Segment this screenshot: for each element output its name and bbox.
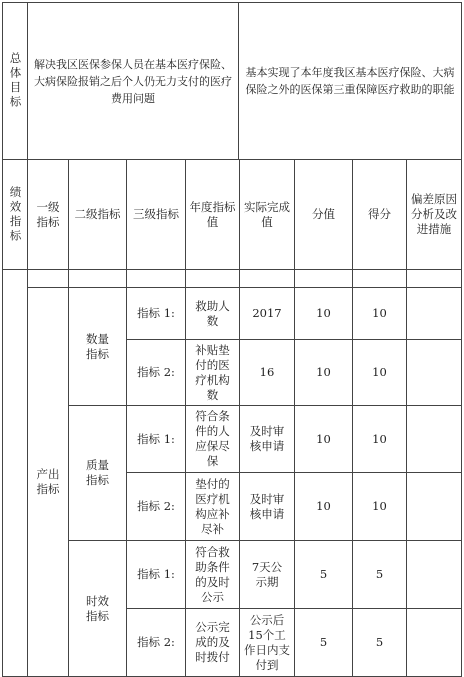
spacer-cell-actual bbox=[239, 269, 295, 288]
table-row-timeliness-1-value: 5 bbox=[294, 540, 353, 609]
table-row-timeliness-2-target: 公示完成的及时拨付 bbox=[185, 608, 240, 677]
table-row-quality-1-actual: 及时审核申请 bbox=[239, 405, 295, 473]
table-row-quantity-2-actual: 16 bbox=[239, 339, 295, 406]
spacer-cell-score bbox=[352, 269, 407, 288]
table-row-quality-2-indicator: 指标 2: bbox=[126, 472, 186, 541]
overall-goal-label: 总体目标 bbox=[2, 2, 28, 160]
table-row-quality-1-value: 10 bbox=[294, 405, 353, 473]
level2-quality: 质量指标 bbox=[68, 405, 127, 541]
perf-label-continuation bbox=[2, 269, 28, 677]
table-row-quality-1-indicator: 指标 1: bbox=[126, 405, 186, 473]
table-row-quantity-1-value: 10 bbox=[294, 287, 353, 340]
table-row-quantity-1-target: 救助人数 bbox=[185, 287, 240, 340]
table-row-quantity-2-score: 10 bbox=[352, 339, 407, 406]
level2-quantity: 数量指标 bbox=[68, 287, 127, 406]
table-row-quantity-1-score: 10 bbox=[352, 287, 407, 340]
level1-output: 产出指标 bbox=[27, 287, 69, 677]
table-row-quantity-2-target: 补贴垫付的医疗机构数 bbox=[185, 339, 240, 406]
table-row-quantity-2-deviation bbox=[406, 339, 462, 406]
table-row-quality-1-deviation bbox=[406, 405, 462, 473]
table-row-quantity-2-indicator: 指标 2: bbox=[126, 339, 186, 406]
table-row-quality-2-actual: 及时审核申请 bbox=[239, 472, 295, 541]
header-actual: 实际完成值 bbox=[239, 159, 295, 270]
header-score: 得分 bbox=[352, 159, 407, 270]
table-row-timeliness-1-actual: 7天公示期 bbox=[239, 540, 295, 609]
header-score-value: 分值 bbox=[294, 159, 353, 270]
perf-indicator-label: 绩效指标 bbox=[2, 159, 28, 270]
spacer-cell-value bbox=[294, 269, 353, 288]
level2-timeliness: 时效指标 bbox=[68, 540, 127, 677]
table-row-timeliness-1-deviation bbox=[406, 540, 462, 609]
header-deviation: 偏差原因分析及改进措施 bbox=[406, 159, 462, 270]
table-row-timeliness-2-indicator: 指标 2: bbox=[126, 608, 186, 677]
performance-table bbox=[2, 2, 462, 677]
table-row-quality-1-score: 10 bbox=[352, 405, 407, 473]
table-row-quality-2-deviation bbox=[406, 472, 462, 541]
table-row-quantity-1-actual: 2017 bbox=[239, 287, 295, 340]
table-row-timeliness-2-deviation bbox=[406, 608, 462, 677]
table-row-quality-2-target: 垫付的医疗机构应补尽补 bbox=[185, 472, 240, 541]
table-row-timeliness-1-target: 符合救助条件的及时公示 bbox=[185, 540, 240, 609]
header-level3: 三级指标 bbox=[126, 159, 186, 270]
goal-text-1: 解决我区医保参保人员在基本医疗保险、大病保险报销之后个人仍无力支付的医疗费用问题 bbox=[34, 57, 232, 105]
table-row-quantity-1-deviation bbox=[406, 287, 462, 340]
table-row-timeliness-1-score: 5 bbox=[352, 540, 407, 609]
table-row-quality-2-score: 10 bbox=[352, 472, 407, 541]
goal-text-2: 基本实现了本年度我区基本医疗保险、大病保险之外的医保第三重保障医疗救助的职能 bbox=[245, 66, 455, 96]
table-row-quality-1-target: 符合条件的人应保尽保 bbox=[185, 405, 240, 473]
header-annual-target: 年度指标值 bbox=[185, 159, 240, 270]
spacer-cell-target bbox=[185, 269, 240, 288]
spacer-cell-level1 bbox=[27, 269, 69, 288]
header-level2: 二级指标 bbox=[68, 159, 127, 270]
header-level1: 一级指标 bbox=[27, 159, 69, 270]
table-row-timeliness-2-actual: 公示后15个工作日内支付到 bbox=[239, 608, 295, 677]
table-row-timeliness-1-indicator: 指标 1: bbox=[126, 540, 186, 609]
table-row-timeliness-2-value: 5 bbox=[294, 608, 353, 677]
spacer-cell-level3 bbox=[126, 269, 186, 288]
table-row-quantity-2-value: 10 bbox=[294, 339, 353, 406]
goal-cell-2 bbox=[238, 2, 462, 160]
goal-cell-1 bbox=[27, 2, 239, 160]
spacer-cell-deviation bbox=[406, 269, 462, 288]
table-row-quantity-1-indicator: 指标 1: bbox=[126, 287, 186, 340]
table-row-timeliness-2-score: 5 bbox=[352, 608, 407, 677]
spacer-cell-level2 bbox=[68, 269, 127, 288]
table-row-quality-2-value: 10 bbox=[294, 472, 353, 541]
